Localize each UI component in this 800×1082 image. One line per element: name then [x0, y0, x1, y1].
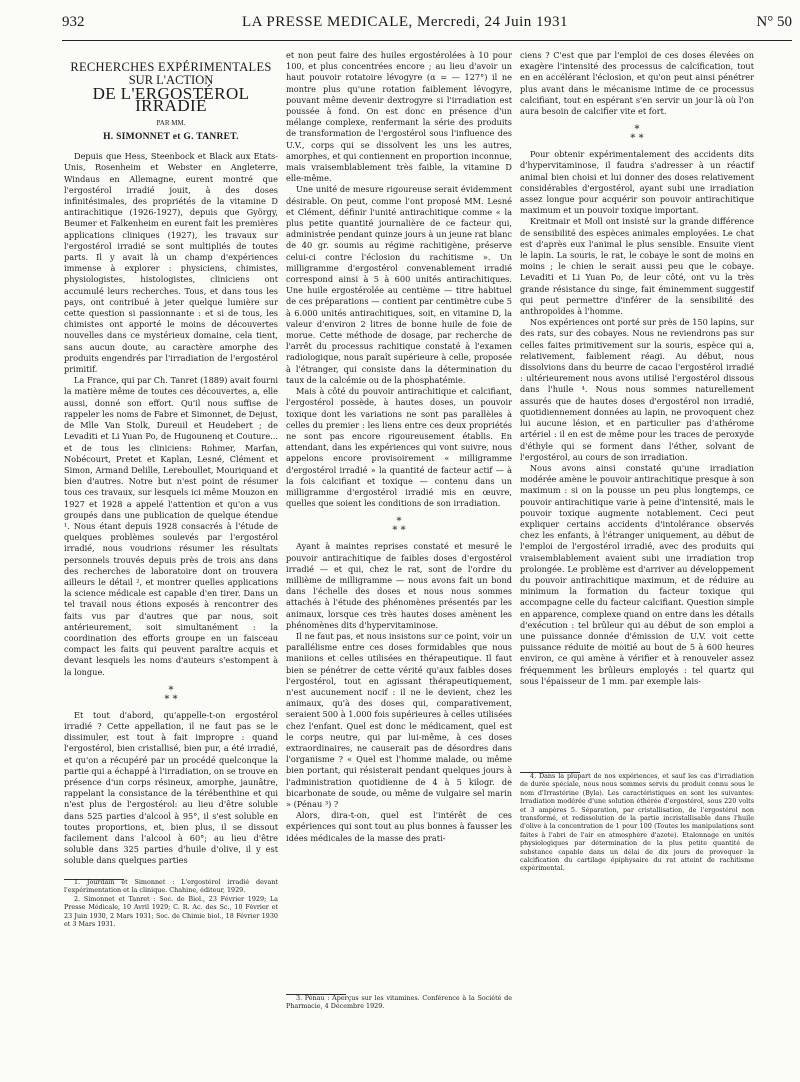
journal-name: LA PRESSE MEDICALE, — [242, 14, 413, 30]
footnote: 4. Dans la plupart de nos expériences, et sauf les cas d'irradiation de durée spéciale, nous nous sommes servis du produit connu sous le nom d'Irrastérine (Byla). Les caractéristiques en sont les suivantes: Irradiation modérée d'une solution éthérée d'ergostérol, sous 220 volts et 3 ampères 5. Séparation, par cristallisation, de l'ergostérol non transformé, et redissolution de la partie incristallisable dans l'huile d'olive à la concentration de 1 pour 100 (Toutes les manipulations sont faites à l'abri de l'air en atmosphère d'azote). Etalonnage en unités physiologiques par détermination de la plus petite quantité de substance capable dans un délai de dix jours de provoquer la calcification du cartilage épiphysaire du rat atteint de rachitisme expérimental. — [520, 772, 754, 873]
paragraph: La France, qui par Ch. Tanret (1889) avait fourni la matière même de toutes ces découvertes, a, elle aussi, donné son effort. Qu'il nous suffise de rappeler les noms de Fabre et Simonnet, de Dejust, de Mlle Van Stolk, Dureuil et Heudebert ; de Levaditi et Li Yuan Po, de Hugounenq et Couture... et de tous les cliniciens: Rohmer, Marfan, Nobécourt, Pretet et Kaplan, Lesné, Clément et Simon, Armand Delille, Lereboullet, Mouriquand et bien d'autres. Notre but n'est point de résumer tous ces travaux, sur lesquels ici même Mouzon en 1927 et 1928 a appelé l'attention et qu'on a vus groupés dans une publication de quelque étendue ¹. Nous étant depuis 1928 consacrés à l'étude de quelques problèmes soulevés par l'ergostérol irradié, nous voudrions résumer les résultats personnels trouvés depuis près de trois ans dans des recherches de laboratoire dont on trouvera ailleurs le détail ², et montrer quelles applications la science médicale est capable d'en tirer. Dans un tel travail nous étions exposés à rencontrer des faits vus par d'autres que par nous, soit antérieurement, soit simultanément : la coordination des efforts groupe en un faisceau compact les faits qui peuvent paraître acquis et devant lesquels les noms d'auteurs s'estompent à la longue. — [64, 375, 278, 677]
column-1 — [64, 50, 278, 929]
footnotes — [520, 772, 754, 873]
issue-number: N° 50 — [756, 14, 792, 30]
footnote: 2. Simonnet et Tanret : Soc. de Biol., 23 Février 1929; La Presse Médicale, 10 Avril 1929; C. R. Ac. des Sc., 10 Février et 23 Juin 1930, 2 Mars 1931; Soc. de Chimie biol., 18 Février 1930 et 3 Mars 1931. — [64, 894, 278, 929]
article-authors: H. SIMONNET et G. TANRET. — [103, 132, 239, 143]
section-separator: * * * — [630, 124, 644, 145]
article-title-line3: DE L'ERGOSTÉROL IRRADIÉ — [92, 84, 250, 115]
paragraph: Mais à côté du pouvoir antirachitique et calcifiant, l'ergostérol possède, à hautes doses, un pouvoir toxique dont les variations ne sont pas parallèles à celles du premier : les liens entre ces deux propriétés ne sont pas encore rigoureusement établis. En attendant, dans les expériences qui vont suivre, nous appelons encore provisoirement « milligramme d'ergostérol irradié » la quantité de facteur actif — à la fois calcifiant et toxique — contenu dans un milligramme d'ergostérol irradié mis en œuvre, quelles que soient les conditions de son irradiation. — [286, 386, 512, 509]
header-rule — [62, 40, 792, 41]
article-title-line1: RECHERCHES EXPÉRIMENTALES — [70, 60, 272, 74]
paragraph: Et tout d'abord, qu'appelle-t-on ergostérol irradié ? Cette appellation, il ne faut pas se le dissimuler, est tout à fait impropre : quand l'ergostérol, bien cristallisé, bien pur, a été irradié, et qu'on a récupéré par un procédé quelconque la partie qui a échappé à l'irradiation, on se trouve en présence d'un corps résineux, amorphe, jaunâtre, rappelant la consistance de la térébenthine et qui n'est plus de l'ergostérol: au lieu d'être soluble dans 525 parties d'alcool à 95°, il s'est soluble en toutes proportions, et, bien plus, il se dissout facilement dans l'alcool à 60°; au lieu d'être soluble dans 325 parties d'huile d'olive, il y est soluble dans quelques parties — [64, 709, 278, 866]
footnote: 3. Pénau : Aperçus sur les vitamines. Conférence à la Société de Pharmacie, 4 Décembre 1929. — [286, 994, 512, 1011]
page-header — [62, 14, 792, 38]
paragraph: Une unité de mesure rigoureuse serait évidemment désirable. On peut, comme l'ont proposé MM. Lesné et Clément, définir l'unité antirachitique comme « la plus petite quantité journalière de ce facteur qui, administrée pendant quinze jours à un jeune rat blanc de 40 gr. soumis au régime rachitigène, préserve celui-ci contre l'éclosion du rachitisme ». Un milligramme d'ergostérol convenablement irradié correspond ainsi à 5 à 600 unités antirachitiques. Une huile ergostérolée au centième — titre habituel de ces préparations — contient par centimètre cube 5 à 6.000 unités antirachitiques, soit, en vitamine D, la valeur d'environ 2 litres de bonne huile de foie de morue. Cette méthode de dosage, par recherche de l'arrêt du processus rachitique constaté à l'examen radiologique, nous paraît supérieure à celle, proposée à l'étranger, qui consiste dans la détermination du taux de la calcémie ou de la phosphatémie. — [286, 184, 512, 385]
paragraph: et non peut faire des huiles ergostérolées à 10 pour 100, et plus concentrées encore ; au lieu d'avoir un haut pouvoir rotatoire lévogyre (α = — 127°) il ne montre plus qu'une rotation faiblement lévogyre, pouvant même devenir dextrogyre si l'irradiation est poussée à fond. On est donc en présence d'un mélange complexe, renfermant la série des produits de transformation de l'ergostérol sous l'influence des U.V., corps qui se dissolvent les uns les autres, amorphes, et qui contiennent en proportion inconnue, mais vraisemblablement très faible, la vitamine D elle-même. — [286, 50, 512, 184]
paragraph: ciens ? C'est que par l'emploi de ces doses élevées on exagère l'intensité des processus de calcification, tout en en accélérant l'éclosion, et qu'on peut ainsi pénétrer plus avant dans le mécanisme intime de ce processus calcifiant, tout en espérant s'en servir un jour là où l'on aura besoin de calcifier vite et fort. — [520, 50, 754, 117]
paragraph: Nous avons ainsi constaté qu'une irradiation modérée amène le pouvoir antirachitique presque à son maximum : si on la pousse un peu plus longtemps, ce pouvoir antirachitique varie à peine d'intensité, mais le pouvoir toxique augmente notablement. Ceci peut expliquer certains accidents d'intolérance observés chez les enfants, à l'étranger uniquement, au début de l'emploi de l'ergostérol irradié, avec des produits qui vraisemblablement avaient subi une irradiation trop prolongée. Le problème est d'arriver au développement du pouvoir antirachitique maximum, et de réduire au minimum la formation du facteur toxique qui accompagne celle du facteur calcifiant. Question simple en apparence, complexe quand on entre dans les détails d'exécution : tel brûleur qui au début de son emploi a une puissance donnée d'émission de U.V. voit cette puissance réduite de moitié au bout de 5 à 600 heures environ, ce qui amène à vérifier et à renouveler assez fréquemment les brûleurs employés : tel quartz qui sous l'épaisseur de 1 mm. par exemple lais- — [520, 462, 754, 686]
footnotes — [64, 878, 278, 928]
paragraph: Kreitmair et Moll ont insisté sur la grande différence de sensibilité des espèces animales employées. Le chat est d'après eux l'animal le plus sensible. Ensuite vient le lapin. La souris, le rat, le cobaye le sont de moins en moins ; le chien le serait aussi peu que le cobaye. Levaditi et Li Yuan Po, de leur côté, ont vu la très grande résistance du singe, fait éminemment suggestif qui peut permettre d'inférer de la sensibilité des anthropoïdes à l'homme. — [520, 216, 754, 317]
byline-prefix: PAR MM. — [156, 118, 186, 127]
issue-date: Mercredi, 24 Juin 1931 — [417, 14, 568, 30]
article-title-line2: SUR L'ACTION — [128, 73, 214, 88]
column-3 — [520, 50, 754, 873]
paragraph: Nos expériences ont porté sur près de 150 lapins, sur des rats, sur des cobayes. Nous ne reviendrons pas sur celles faites primitivement sur la souris, espèce qui a, relativement, faiblement réagi. Au début, nous dissolvions dans du beurre de cacao l'ergostérol irradié : ultérieurement nous avons utilisé l'ergostérol dissous dans l'huile ⁴. Nous nous sommes naturellement assurés que de hautes doses d'ergostérol non irradié, quotidiennement données au lapin, ne provoquent chez lui aucune lésion, et en particulier pas d'athérome artériel : il en est de même pour les traces de peroxyde d'éthyle qui se forment dans l'éther, solvant de l'ergostérol, au cours de son irradiation. — [520, 317, 754, 462]
paragraph: Alors, dira-t-on, quel est l'intérêt de ces expériences qui sont tout au plus bonnes à fausser les idées médicales de la masse des prati- — [286, 810, 512, 843]
journal-header — [242, 14, 568, 31]
paragraph: Il ne faut pas, et nous insistons sur ce point, voir un parallélisme entre ces doses formidables que nous maniions et celles utilisées en thérapeutique. Il faut bien se pénétrer de cette vérité qu'aux faibles doses l'ergostérol, tout en agissant thérapeutiquement, n'est aucunement nocif : il ne le devient, chez les animaux, qu'à des doses qui, comparativement, seraient 500 à 1.000 fois supérieures à celles utilisées chez l'enfant. Quel est donc le médicament, quel est le corps neutre, qui par lui-même, à ces doses extraordinaires, ne causerait pas de désordres dans l'organisme ? « Quel est l'homme malade, ou même bien portant, qui résisterait pendant quelques jours à l'administration quotidienne de 4 à 5 kilogr. de bicarbonate de soude, ou même de vulgaire sel marin » (Pénau ³) ? — [286, 630, 512, 809]
paragraph: Pour obtenir expérimentalement des accidents dits d'hypervitaminose, il faudra s'adresser à un réactif animal bien choisi et lui donner des doses relativement considérables d'ergostérol, ayant subi une irradiation assez longue pour acquérir son pouvoir antirachitique maximum et un pouvoir toxique important. — [520, 149, 754, 216]
column-2 — [286, 50, 512, 1011]
paragraph: Depuis que Hess, Steenbock et Black aux Etats-Unis, Rosenheim et Webster en Angleterre, Windaus en Allemagne, eurent montré que l'ergostérol irradié jouit, à des doses infinitésimales, des propriétés de la vitamine D antirachitique (1926-1927), depuis que György, Beumer et Falkenheim en eurent fait les premières applications cliniques (1927), les travaux sur l'ergostérol irradié se sont multipliés de toutes parts. Il y avait là un champ d'expériences immense à explorer : physiciens, chimistes, physiologistes, histologistes, cliniciens ont accumulé leurs recherches. Tous, et dans tous les pays, ont contribué à jeter quelque lumière sur cette question si passionnante : et si de tous, les chimistes ont apporté le moins de découvertes nouvelles dans ce mystérieux domaine, cela tient, sans aucun doute, au caractère amorphe des produits engendrés par l'irradiation de l'ergostérol primitif. — [64, 151, 278, 375]
page-number: 932 — [62, 14, 85, 30]
footnote: 1. Jourdain et Simonnet : L'ergostérol irradié devant l'expérimentation et la clinique. Chahine, éditeur, 1929. — [64, 878, 278, 895]
section-separator: * * * — [392, 516, 406, 537]
paragraph: Ayant à maintes reprises constaté et mesuré le pouvoir antirachitique de faibles doses d'ergostérol irradié — et qui, chez le rat, sont de l'ordre du millième de milligramme — nous avons fait un bond dans l'échelle des doses et nous nous sommes attachés à l'étude des phénomènes présentés par les animaux, lorsque ces très hautes doses amènent les phénomènes dits d'hypervitaminose. — [286, 541, 512, 630]
footnotes — [286, 994, 512, 1011]
section-separator: * * * — [164, 684, 178, 705]
article-title-block — [64, 62, 278, 143]
